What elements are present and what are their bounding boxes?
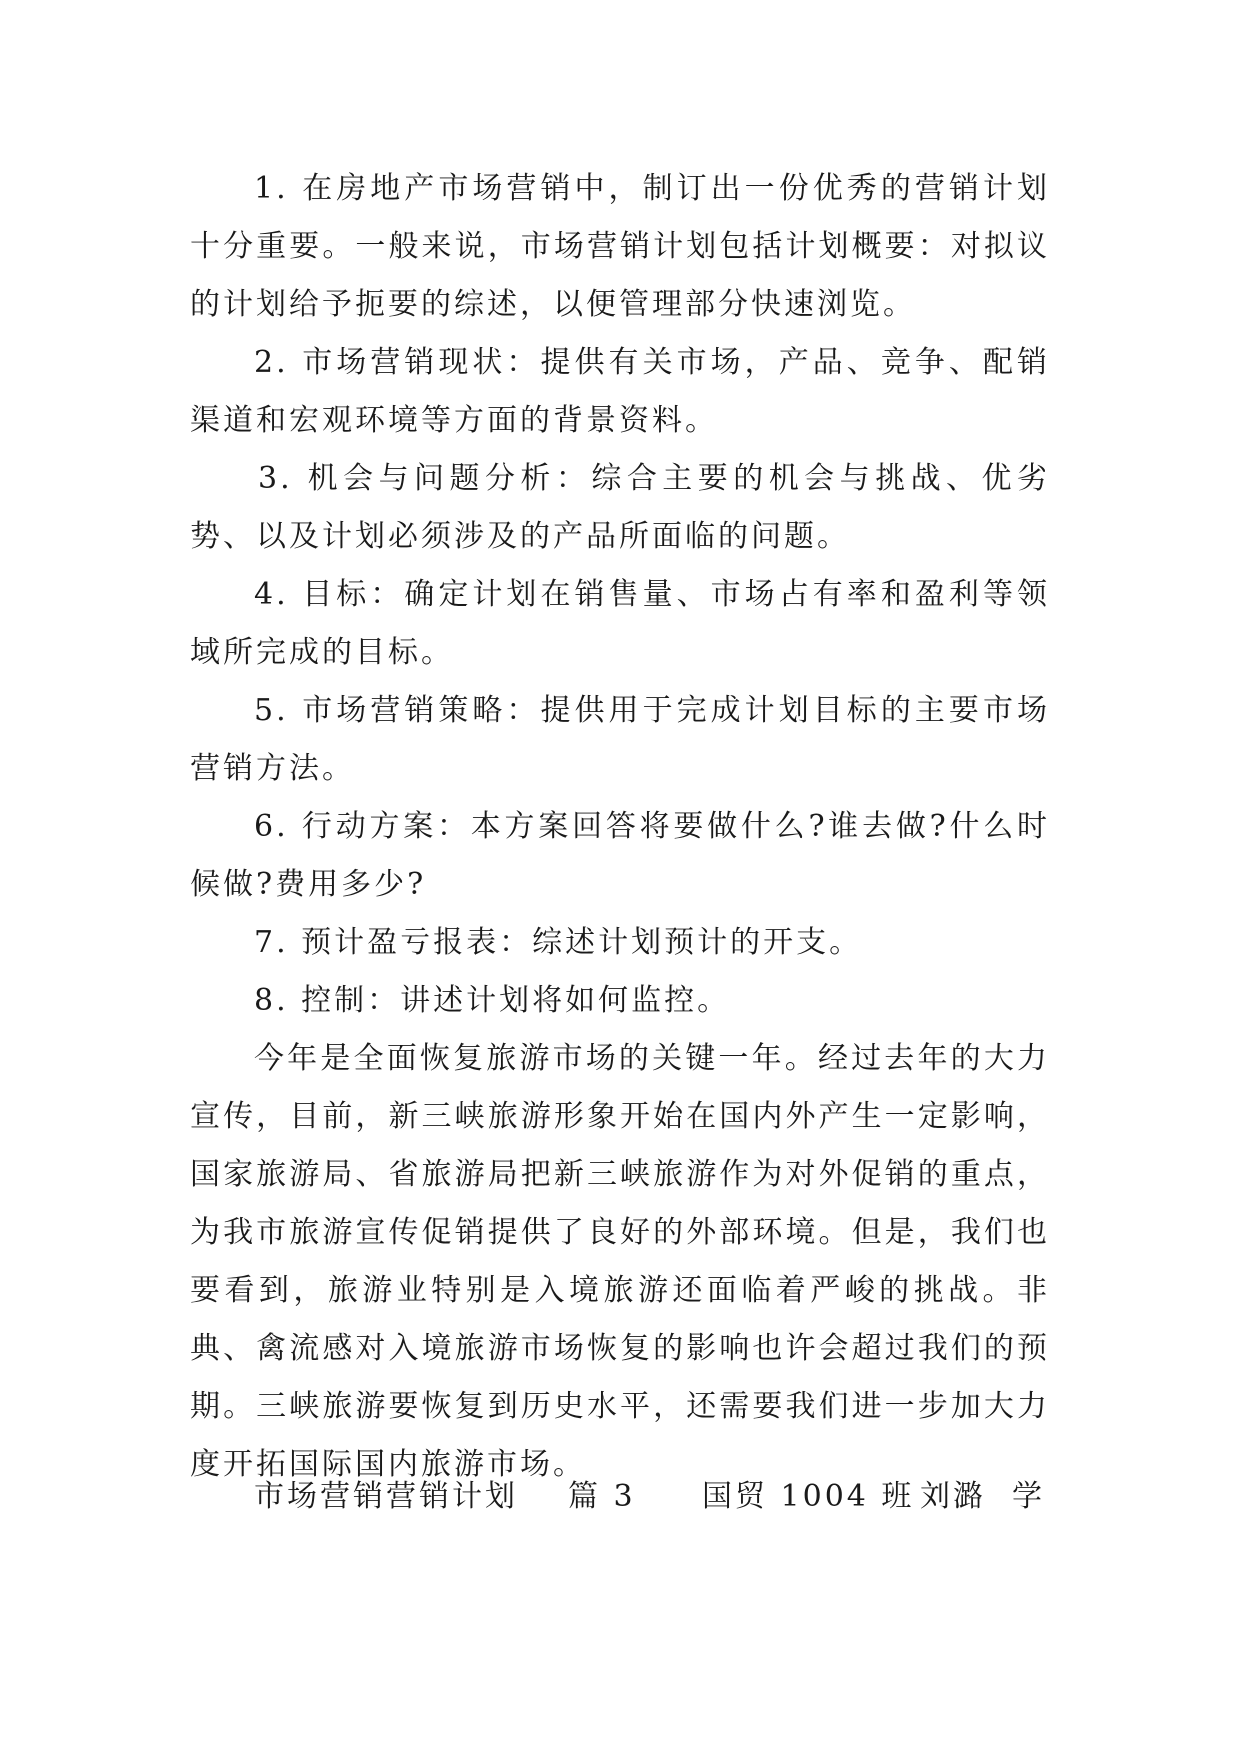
section-title: 市场营销营销计划 — [254, 1479, 518, 1514]
section-heading-line — [190, 1468, 1050, 1526]
paragraph-item-2: 2. 市场营销现状：提供有关市场，产品、竞争、配销渠道和宏观环境等方面的背景资料。 — [190, 345, 1050, 438]
author-name: 刘潞 — [920, 1479, 986, 1514]
paragraph-item-4: 4. 目标：确定计划在销售量、市场占有率和盈利等领域所完成的目标。 — [190, 577, 1050, 670]
class-name: 国贸 1004 班 — [702, 1479, 915, 1514]
trailing-text: 学 — [1012, 1479, 1045, 1514]
paragraph-item-1: 1. 在房地产市场营销中，制订出一份优秀的营销计划十分重要。一般来说，市场营销计划包括计划概要：对拟议的计划给予扼要的综述，以便管理部分快速浏览。 — [190, 171, 1050, 322]
paragraph-item-5: 5. 市场营销策略：提供用于完成计划目标的主要市场营销方法。 — [190, 693, 1050, 786]
paragraph-item-8: 8. 控制：讲述计划将如何监控。 — [254, 983, 731, 1018]
section-number: 篇 3 — [568, 1479, 636, 1514]
paragraph-item-6: 6. 行动方案：本方案回答将要做什么?谁去做?什么时候做?费用多少? — [190, 809, 1050, 902]
paragraph-item-7: 7. 预计盈亏报表：综述计划预计的开支。 — [254, 925, 863, 960]
paragraph-tourism: 今年是全面恢复旅游市场的关键一年。经过去年的大力宣传，目前，新三峡旅游形象开始在国内外产生一定影响，国家旅游局、省旅游局把新三峡旅游作为对外促销的重点，为我市旅游宣传促销提供了良好的外部环境。但是，我们也要看到，旅游业特别是入境旅游还面临着严峻的挑战。非典、禽流感对入境旅游市场恢复的影响也许会超过我们的预期。三峡旅游要恢复到历史水平，还需要我们进一步加大力度开拓国际国内旅游市场。 — [190, 1041, 1050, 1482]
paragraph-item-3: 3. 机会与问题分析：综合主要的机会与挑战、优劣势、以及计划必须涉及的产品所面临的问题。 — [190, 461, 1050, 554]
